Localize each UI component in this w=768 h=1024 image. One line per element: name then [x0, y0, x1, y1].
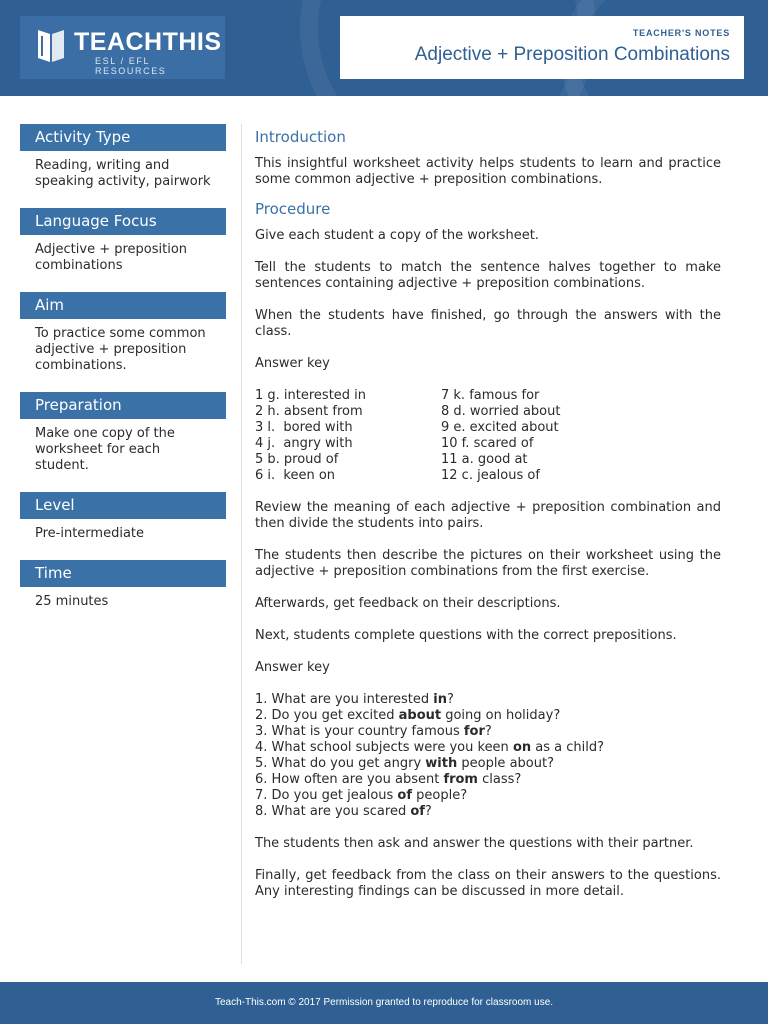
answer-preposition: of	[397, 788, 413, 803]
answer-item: 2 h. absent from	[255, 404, 363, 419]
question-text: 1. What are you interested	[255, 692, 434, 707]
question-text: ?	[484, 724, 492, 739]
question-item	[255, 692, 721, 708]
sidebar-text: Adjective + preposition combinations	[35, 242, 188, 273]
answer-item: 6 i. keen on	[255, 468, 336, 483]
footer-text: Teach-This.com © 2017 Permission granted to reproduce for classroom use.	[214, 997, 554, 1008]
answer-item: 7 k. famous for	[441, 388, 540, 403]
logo	[20, 16, 225, 79]
sidebar	[20, 124, 226, 628]
question-item	[255, 772, 721, 788]
question-item	[255, 708, 721, 724]
sidebar-heading: Activity Type	[20, 124, 226, 151]
answer-preposition: with	[425, 756, 458, 771]
answer-preposition: in	[433, 692, 447, 707]
procedure-paragraph: Afterwards, get feedback on their descriptions.	[255, 596, 561, 611]
answer-column-right	[441, 388, 627, 484]
sidebar-text: Make one copy of the worksheet for each student.	[35, 426, 175, 473]
intro-heading: Introduction	[255, 128, 346, 146]
question-text: 6. How often are you absent	[255, 772, 444, 787]
sidebar-preparation	[20, 392, 226, 474]
answer-preposition: of	[410, 804, 425, 819]
question-text: 7. Do you get jealous	[255, 788, 398, 803]
question-text: ?	[424, 804, 432, 819]
sidebar-heading: Preparation	[20, 392, 226, 419]
answer-preposition: about	[398, 708, 442, 723]
sidebar-heading: Level	[20, 492, 226, 519]
question-text: people about?	[457, 756, 554, 771]
answer-key-label: Answer key	[255, 356, 330, 371]
answer-key-grid	[255, 388, 721, 484]
sidebar-heading: Aim	[20, 292, 226, 319]
answer-key-label: Answer key	[255, 660, 330, 675]
question-text: 2. Do you get excited	[255, 708, 399, 723]
answer-item: 5 b. proud of	[255, 452, 339, 467]
page-footer	[0, 982, 768, 1024]
sidebar-text: To practice some common adjective + preposition combinations.	[35, 326, 206, 373]
sidebar-text: 25 minutes	[35, 594, 109, 609]
answer-preposition: on	[512, 740, 532, 755]
procedure-paragraph: The students then describe the pictures on their worksheet using the adjective + preposition combinations from the first exercise.	[255, 548, 721, 579]
question-text: 3. What is your country famous	[255, 724, 464, 739]
procedure-paragraph: Tell the students to match the sentence halves together to make sentences containing adjective + preposition combinations.	[255, 260, 721, 291]
question-answer-list	[255, 692, 721, 820]
answer-item: 11 a. good at	[441, 452, 528, 467]
answer-item: 3 l. bored with	[255, 420, 353, 435]
sidebar-heading: Language Focus	[20, 208, 226, 235]
sidebar-activity-type	[20, 124, 226, 190]
answer-item: 9 e. excited about	[441, 420, 559, 435]
question-text: class?	[477, 772, 522, 787]
sidebar-time	[20, 560, 226, 610]
question-text: ?	[446, 692, 454, 707]
book-icon	[34, 26, 68, 66]
answer-item: 10 f. scared of	[441, 436, 534, 451]
procedure-paragraph: Finally, get feedback from the class on their answers to the questions. Any interesting findings can be discussed in more detail.	[255, 868, 721, 899]
answer-item: 12 c. jealous of	[441, 468, 540, 483]
notes-label: TEACHER'S NOTES	[632, 28, 730, 38]
question-text: 8. What are you scared	[255, 804, 411, 819]
procedure-paragraph: Give each student a copy of the worksheet.	[255, 228, 539, 243]
page-header	[0, 0, 768, 96]
procedure-paragraph: Next, students complete questions with the correct prepositions.	[255, 628, 677, 643]
title-box	[340, 16, 744, 79]
intro-text: This insightful worksheet activity helps students to learn and practice some common adjective + preposition combinations.	[255, 156, 721, 187]
question-text: 4. What school subjects were you keen	[255, 740, 513, 755]
page-title: Adjective + Preposition Combinations	[414, 44, 730, 65]
sidebar-text: Pre-intermediate	[35, 526, 145, 541]
question-text: people?	[412, 788, 468, 803]
sidebar-language-focus	[20, 208, 226, 274]
logo-subtitle: ESL / EFL RESOURCES	[95, 56, 167, 76]
column-divider	[241, 124, 242, 964]
question-item	[255, 756, 721, 772]
question-text: going on holiday?	[441, 708, 561, 723]
answer-item: 1 g. interested in	[255, 388, 367, 403]
answer-item: 8 d. worried about	[441, 404, 561, 419]
answer-column-left	[255, 388, 441, 484]
main-content	[255, 128, 721, 916]
sidebar-heading: Time	[20, 560, 226, 587]
sidebar-level	[20, 492, 226, 542]
question-item	[255, 724, 721, 740]
answer-preposition: from	[443, 772, 478, 787]
question-item	[255, 740, 721, 756]
question-item	[255, 804, 721, 820]
answer-item: 4 j. angry with	[255, 436, 353, 451]
logo-title: TEACHTHIS	[74, 28, 222, 56]
question-item	[255, 788, 721, 804]
sidebar-aim	[20, 292, 226, 374]
sidebar-text: Reading, writing and speaking activity, pairwork	[35, 158, 211, 189]
answer-preposition: for	[463, 724, 485, 739]
procedure-paragraph: Review the meaning of each adjective + preposition combination and then divide the students into pairs.	[255, 500, 721, 531]
procedure-paragraph: The students then ask and answer the questions with their partner.	[255, 836, 694, 851]
question-text: 5. What do you get angry	[255, 756, 426, 771]
procedure-heading: Procedure	[255, 200, 331, 218]
question-text: as a child?	[531, 740, 604, 755]
procedure-paragraph: When the students have finished, go through the answers with the class.	[255, 308, 721, 339]
